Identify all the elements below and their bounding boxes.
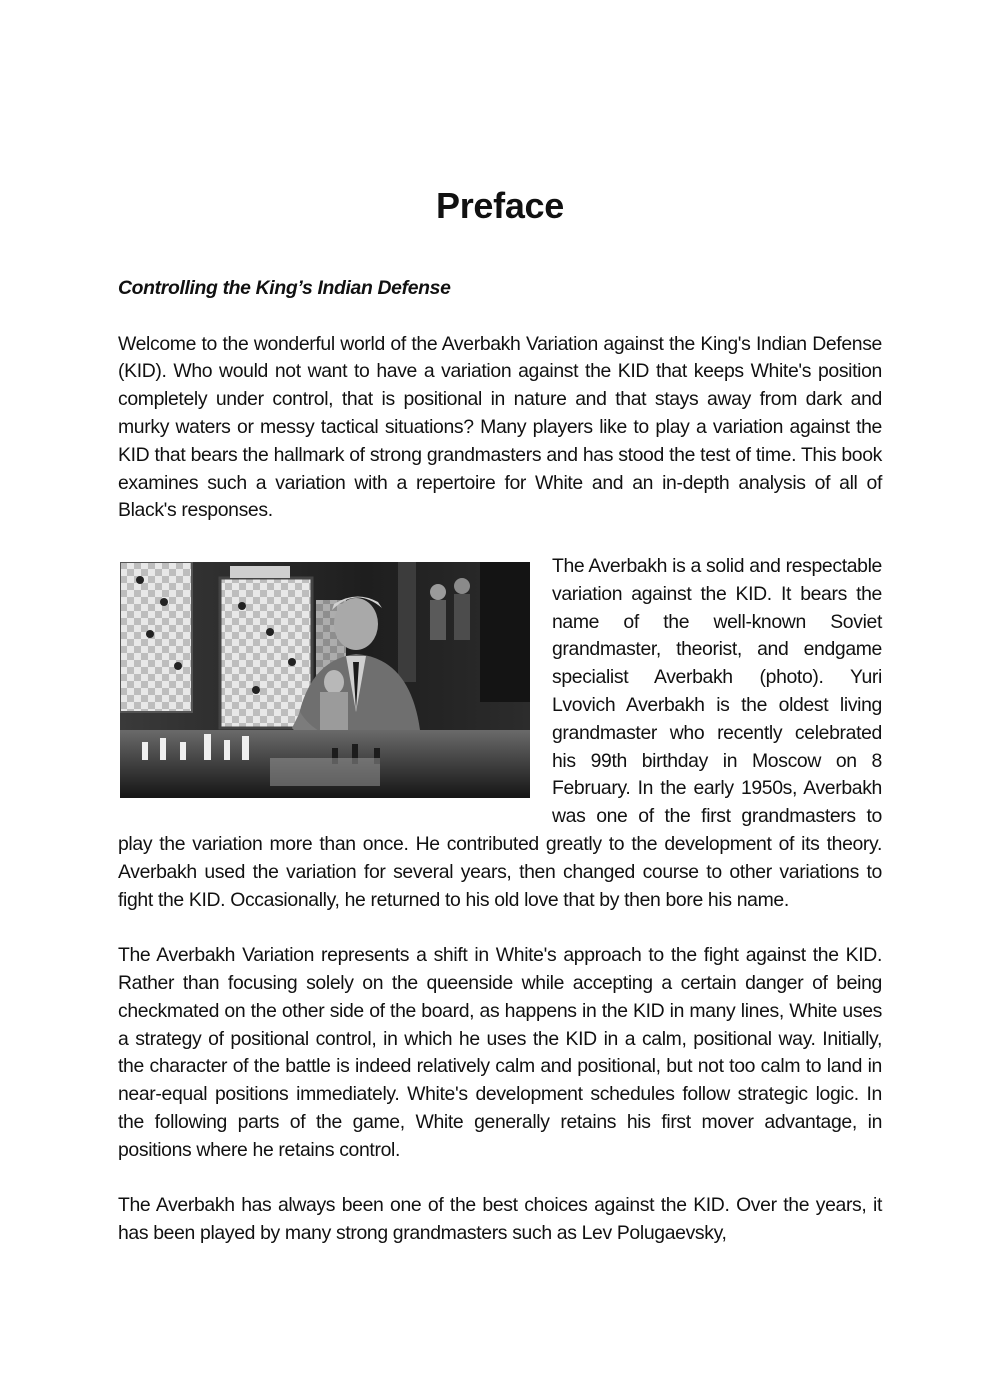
section-subtitle: Controlling the King’s Indian Defense bbox=[118, 277, 451, 299]
averbakh-photo bbox=[120, 562, 530, 798]
paragraph-choices: The Averbakh has always been one of the best choices against the KID. Over the years, it has been played by many strong grandmasters such as Lev Polugaevsky, bbox=[118, 1194, 882, 1245]
page-content bbox=[118, 275, 882, 1248]
paragraph-averbakh: The Averbakh is a solid and respectable variation against the KID. It bears the name of the well-known Soviet grandmaster, theorist, and endgame specialist Averbakh (photo). Yuri Lvovich Averbakh is the oldest living grandmaster who recently celebrated his 99th birthday in Moscow on 8 February. In the early 1950s, Averbakh was one of the first grandmasters to play the variation more than once. He contributed greatly to the development of its theory. Averbakh used the variation for several years, then changed course to other variations to fight the KID. Occasionally, he returned to his old love that by then bore his name. bbox=[118, 554, 882, 911]
paragraph-shift: The Averbakh Variation represents a shift in White's approach to the fight against the KID. Rather than focusing solely on the queenside while accepting a certain danger of being checkmated on the other side of the board, as happens in the KID in many lines, White uses a strategy of positional control, in which he uses the KID in a calm, positional way. Initially, the character of the battle is indeed relatively calm and positional, but not too calm to land in near-equal positions immediately. White's development schedules follow strategic logic. In the following parts of the game, White generally retains his first mover advantage, in positions where he retains control. bbox=[118, 944, 882, 1161]
page-title: Preface bbox=[436, 185, 564, 226]
paragraph-intro: Welcome to the wonderful world of the Averbakh Variation against the King's Indian Defense (KID). Who would not want to have a variation against the KID that keeps White's position completely under control, that is positional in nature and that stays away from dark and murky waters or messy tactical situations? Many players like to play a variation against the KID that bears the hallmark of strong grandmasters and has stood the test of time. This book examines such a variation with a repertoire for White and an in-depth analysis of all of Black's responses. bbox=[118, 332, 882, 522]
